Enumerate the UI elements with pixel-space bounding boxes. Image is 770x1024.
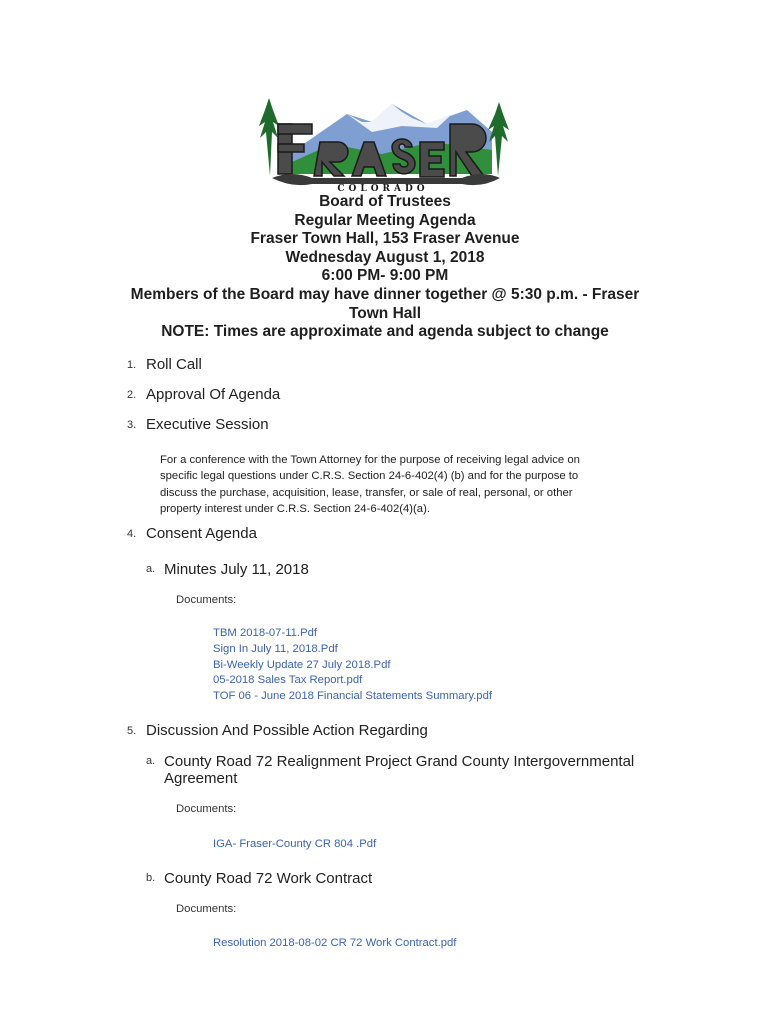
minutes-document-list	[213, 626, 492, 705]
board-title: Board of Trustees	[319, 193, 451, 210]
documents-label: Documents:	[176, 594, 237, 606]
item-number: 4.	[127, 528, 137, 540]
executive-session-description	[160, 452, 630, 518]
item-number: 3.	[127, 419, 137, 431]
subitem-cr72-work-contract: County Road 72 Work Contract	[164, 870, 373, 887]
subitem-minutes: Minutes July 11, 2018	[164, 561, 309, 578]
agenda-item-discussion: Discussion And Possible Action Regarding	[146, 722, 428, 739]
fraser-logo-graphic	[252, 92, 514, 192]
agenda-item-approval: Approval Of Agenda	[146, 386, 281, 403]
subitem-cr72-realignment: County Road 72 Realignment Project Grand County Intergovernmental	[164, 753, 635, 770]
meeting-date: Wednesday August 1, 2018	[285, 248, 485, 266]
document-link[interactable]: TOF 06 - June 2018 Financial Statements Summary.pdf	[213, 690, 492, 703]
item-number: 1.	[127, 359, 137, 371]
subitem-cr72-realignment-cont: Agreement	[164, 770, 238, 787]
document-link[interactable]: 05-2018 Sales Tax Report.pdf	[213, 674, 363, 687]
item-number: 5.	[127, 725, 137, 737]
dinner-note-cont: Town Hall	[348, 304, 422, 322]
item-number: 2.	[127, 389, 137, 401]
document-link[interactable]: Resolution 2018-08-02 CR 72 Work Contract.pdf	[213, 937, 457, 949]
subitem-letter: a.	[146, 563, 156, 575]
subitem-letter: a.	[146, 755, 156, 767]
description-line: property interest under C.R.S. Section 24-6-402(4)(a).	[160, 503, 430, 516]
description-line: discuss the purchase, acquisition, lease, transfer, or sale of real, personal, or other	[160, 486, 573, 499]
meeting-header	[0, 193, 770, 342]
documents-label: Documents:	[176, 803, 237, 815]
description-line: For a conference with the Town Attorney for the purpose of receiving legal advice on	[160, 454, 580, 466]
meeting-time: 6:00 PM- 9:00 PM	[321, 267, 449, 285]
document-link[interactable]: TBM 2018-07-11.Pdf	[213, 627, 318, 639]
documents-label: Documents:	[176, 903, 237, 915]
subitem-letter: b.	[146, 872, 156, 884]
agenda-item-roll-call: Roll Call	[146, 356, 202, 373]
fraser-logo	[252, 92, 514, 192]
agenda-item-consent: Consent Agenda	[146, 525, 257, 542]
agenda-item-executive-session: Executive Session	[146, 416, 269, 433]
document-link[interactable]: Sign In July 11, 2018.Pdf	[213, 642, 338, 655]
description-line: specific legal questions under C.R.S. Section 24-6-402(4) (b) and for the purpose to	[160, 470, 579, 483]
agenda-title: Regular Meeting Agenda	[294, 211, 476, 229]
logo-colorado-text: COLORADO	[337, 184, 429, 192]
times-note: NOTE: Times are approximate and agenda subject to change	[161, 323, 609, 341]
meeting-location: Fraser Town Hall, 153 Fraser Avenue	[250, 230, 520, 248]
document-link[interactable]: IGA- Fraser-County CR 804 .Pdf	[213, 838, 377, 850]
dinner-note: Members of the Board may have dinner together @ 5:30 p.m. - Fraser	[130, 285, 640, 303]
document-link[interactable]: Bi-Weekly Update 27 July 2018.Pdf	[213, 658, 391, 671]
